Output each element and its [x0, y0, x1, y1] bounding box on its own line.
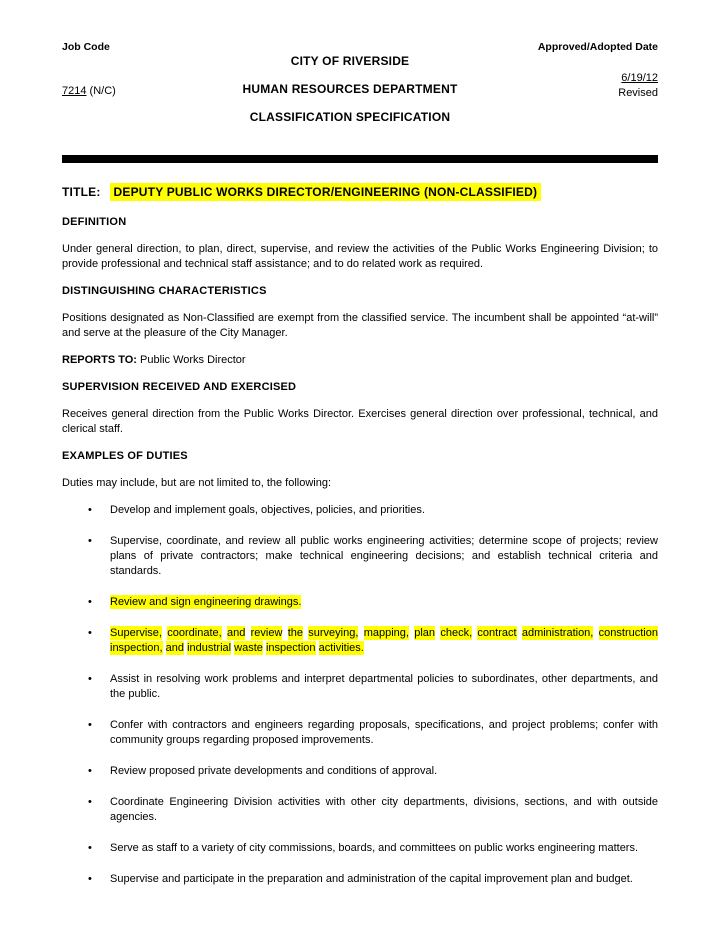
duties-list [88, 503, 658, 887]
job-code-line [62, 84, 202, 99]
distinguishing-characteristics-heading: DISTINGUISHING CHARACTERISTICS [62, 285, 267, 297]
duty-item-text: Supervise, coordinate, and review all public works engineering activities; determine scope of projects; review plans of private contractors; make technical engineering decisions; and establish technical criteria and standards. [110, 535, 658, 577]
duty-item [88, 503, 658, 518]
distinguishing-characteristics-body: Positions designated as Non-Classified are exempt from the classified service. The incumbent shall be appointed “at-will” and serve at the pleasure of the City Manager. [62, 312, 658, 339]
duty-item [88, 595, 658, 610]
document-header [62, 40, 658, 138]
reports-to-line [62, 353, 658, 368]
duty-item-text: Assist in resolving work problems and interpret departmental policies to subordinates, other departments, and the public. [110, 673, 658, 700]
job-code-suffix: (N/C) [86, 85, 116, 97]
duty-item [88, 718, 658, 748]
duty-item [88, 764, 658, 779]
document-type: CLASSIFICATION SPECIFICATION [249, 110, 451, 124]
definition-heading: DEFINITION [62, 216, 127, 228]
duty-item-text: Confer with contractors and engineers regarding proposals, specifications, and project problems; confer with community groups regarding proposed improvements. [110, 719, 658, 746]
duty-item-text: Review proposed private developments and conditions of approval. [110, 765, 438, 777]
duty-item [88, 841, 658, 856]
duty-item [88, 626, 658, 656]
reports-to-label: REPORTS TO: [62, 354, 137, 366]
reports-to-value: Public Works Director [140, 354, 246, 366]
duty-item [88, 795, 658, 825]
supervision-body: Receives general direction from the Public Works Director. Exercises general direction over professional, technical, and clerical staff. [62, 408, 658, 435]
duty-item-text: Coordinate Engineering Division activities with other city departments, divisions, sections, and with outside agencies. [110, 796, 658, 823]
duty-item [88, 672, 658, 702]
duties-intro: Duties may include, but are not limited to, the following: [62, 477, 332, 489]
title-label: TITLE: [62, 185, 101, 199]
job-title-highlighted: DEPUTY PUBLIC WORKS DIRECTOR/ENGINEERING (NON-CLASSIFIED) [110, 183, 542, 201]
duty-item-text: Supervise and participate in the preparation and administration of the capital improvement plan and budget. [110, 873, 633, 885]
duty-item-text: Serve as staff to a variety of city commissions, boards, and committees on public works engineering matters. [110, 842, 639, 854]
duty-item [88, 872, 658, 887]
org-name: CITY OF RIVERSIDE [290, 54, 410, 68]
duty-item-text: Review and sign engineering drawings. [110, 596, 302, 608]
department-name: HUMAN RESOURCES DEPARTMENT [242, 82, 458, 96]
header-left [62, 40, 202, 138]
definition-body: Under general direction, to plan, direct, supervise, and review the activities of the Public Works Engineering Division; to provide professional and technical staff assistance; and to do related work as required. [62, 243, 658, 270]
duty-item-text: Develop and implement goals, objectives, policies, and priorities. [110, 504, 425, 516]
approved-adopted-date-label: Approved/Adopted Date [537, 41, 658, 53]
job-code-number: 7214 [62, 85, 87, 97]
divider-bar [62, 155, 658, 163]
duty-item [88, 534, 658, 579]
examples-of-duties-heading: EXAMPLES OF DUTIES [62, 450, 188, 462]
job-code-label: Job Code [62, 41, 110, 53]
header-right [498, 40, 658, 138]
revised-label: Revised [618, 87, 658, 99]
approved-date-value: 6/19/12 [621, 72, 658, 84]
title-line [62, 185, 658, 200]
header-center [202, 40, 498, 138]
supervision-heading: SUPERVISION RECEIVED AND EXERCISED [62, 381, 297, 393]
duty-item-text: Supervise, coordinate, and review the surveying, mapping, plan check, contract administration, construction inspection, and industrial waste inspection activities. [110, 627, 658, 654]
